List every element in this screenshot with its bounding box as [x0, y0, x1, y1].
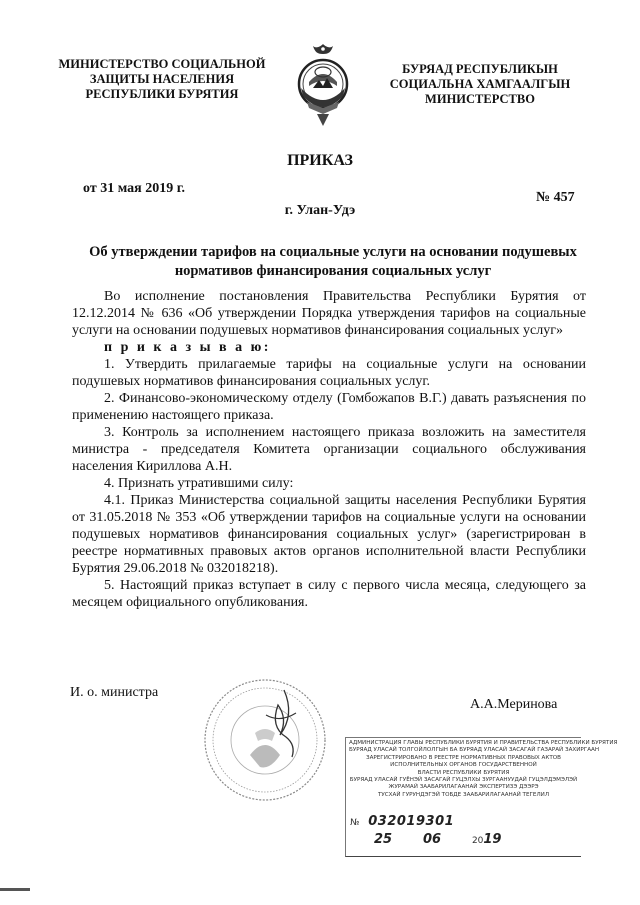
registration-day: 25 — [374, 832, 393, 847]
registration-stamp — [345, 737, 618, 857]
ministry-name-ru — [52, 57, 272, 102]
header-left-line: ЗАЩИТЫ НАСЕЛЕНИЯ — [89, 72, 235, 86]
paragraph-3: 3. Контроль за исполнением настоящего приказа возложить на заместителя министра - председателя Комитета организации социального обслуживания населения Кириллова А.Н. — [72, 425, 586, 474]
signatory-name: А.А.Меринова — [470, 697, 558, 712]
stamp-line: БУРЯАД УЛАСАЙ ГУЁНЭЙ ЗАСАГАЙ ГУЦЭЛХЫ ЗУРГААНУУДАЙ ГУЦЭЛДЭМЭЛЭЙ — [349, 777, 578, 784]
document-date: от 31 мая 2019 г. — [83, 181, 185, 196]
document-title: ПРИКАЗ — [287, 152, 353, 169]
coat-of-arms-icon — [293, 42, 353, 128]
stamp-line: ВЛАСТИ РЕСПУБЛИКИ БУРЯТИЯ — [417, 769, 510, 776]
stamp-line: ЗАРЕГИСТРИРОВАНО В РЕЕСТРЕ НОРМАТИВНЫХ ПРАВОВЫХ АКТОВ — [365, 754, 561, 761]
document-body — [72, 288, 586, 611]
registration-number-row — [350, 814, 455, 829]
header-right-line: БУРЯАД РЕСПУБЛИКЫН — [402, 62, 558, 76]
document-subject — [80, 243, 586, 281]
official-seal-icon — [200, 675, 330, 805]
signatory-position: И. о. министра — [70, 685, 159, 700]
registration-year-prefix: 20 — [471, 836, 484, 846]
stamp-line: ИСПОЛНИТЕЛЬНЫХ ОРГАНОВ ГОСУДАРСТВЕННОЙ — [390, 762, 537, 769]
registration-number: 032019301 — [368, 814, 455, 829]
stamp-line: ЖУРАМАЙ ЗААБАРИЛАГААНАЙ ЭКСПЕРТИЗЭ ДЭЭРЭ — [388, 784, 539, 791]
header-left-line: РЕСПУБЛИКИ БУРЯТИЯ — [85, 87, 239, 101]
stamp-line: БУРЯАД УЛАСАЙ ТОЛГОЙЛОЛГЫН БА БУРЯАД УЛАСАЙ ЗАСАГАЙ ГАЗАРАЙ ЗАХИРГААН — [349, 747, 600, 754]
paragraph-4: 4. Признать утратившими силу: — [104, 476, 294, 491]
scan-edge-mark — [0, 888, 30, 891]
header-left-line: МИНИСТЕРСТВО СОЦИАЛЬНОЙ — [58, 57, 266, 71]
registration-date-row — [360, 832, 502, 847]
stamp-line: АДМИНИСТРАЦИЯ ГЛАВЫ РЕСПУБЛИКИ БУРЯТИЯ И ПРАВИТЕЛЬСТВА РЕСПУБЛИКИ БУРЯТИЯ — [349, 740, 618, 746]
registration-month: 06 — [422, 832, 442, 847]
paragraph-5: 5. Настоящий приказ вступает в силу с первого числа месяца, следующего за месяцем официального опубликования. — [72, 578, 586, 610]
header-right-line: МИНИСТЕРСТВО — [425, 92, 535, 106]
subject-line: Об утверждении тарифов на социальные услуги на основании подушевых — [89, 244, 577, 260]
paragraph-4-1: 4.1. Приказ Министерства социальной защиты населения Республики Бурятия от 31.05.2018 № 353 «Об утверждении тарифов на социальные услуги на основании подушевых нормативов финансирования социальных услуг» (зарегистрирован в реестре нормативных правовых актов органов исполнительной власти Республики Бурятия 29.06.2018 № 032018218). — [72, 493, 586, 576]
document-city: г. Улан-Удэ — [284, 203, 356, 218]
subject-line: нормативов финансирования социальных услуг — [174, 263, 492, 279]
paragraph-1: 1. Утвердить прилагаемые тарифы на социальные услуги на основании подушевых нормативов финансирования социальных услуг. — [72, 357, 586, 389]
orders-word: п р и к а з ы в а ю: — [104, 340, 271, 355]
header-right-line: СОЦИАЛЬНА ХАМГААЛГЫН — [389, 77, 571, 91]
registration-number-label: № — [350, 818, 360, 828]
ministry-name-bua — [370, 62, 590, 107]
stamp-line: ТУСХАЙ ГУРУНДЭГЭЙ ТОБДЕ ЗААБАРИЛАГААНАЙ ТЕГЕЛИЛ — [377, 791, 550, 798]
document-number: № 457 — [536, 190, 575, 205]
intro-paragraph: Во исполнение постановления Правительства Республики Бурятия от 12.12.2014 № 636 «Об утверждении Порядка утверждения тарифов на социальные услуги на основании подушевых нормативов финансирования социальных услуг» — [72, 289, 586, 338]
registration-year: 19 — [483, 832, 502, 847]
paragraph-2: 2. Финансово-экономическому отделу (Гомбожапов В.Г.) давать разъяснения по применению настоящего приказа. — [72, 391, 586, 423]
